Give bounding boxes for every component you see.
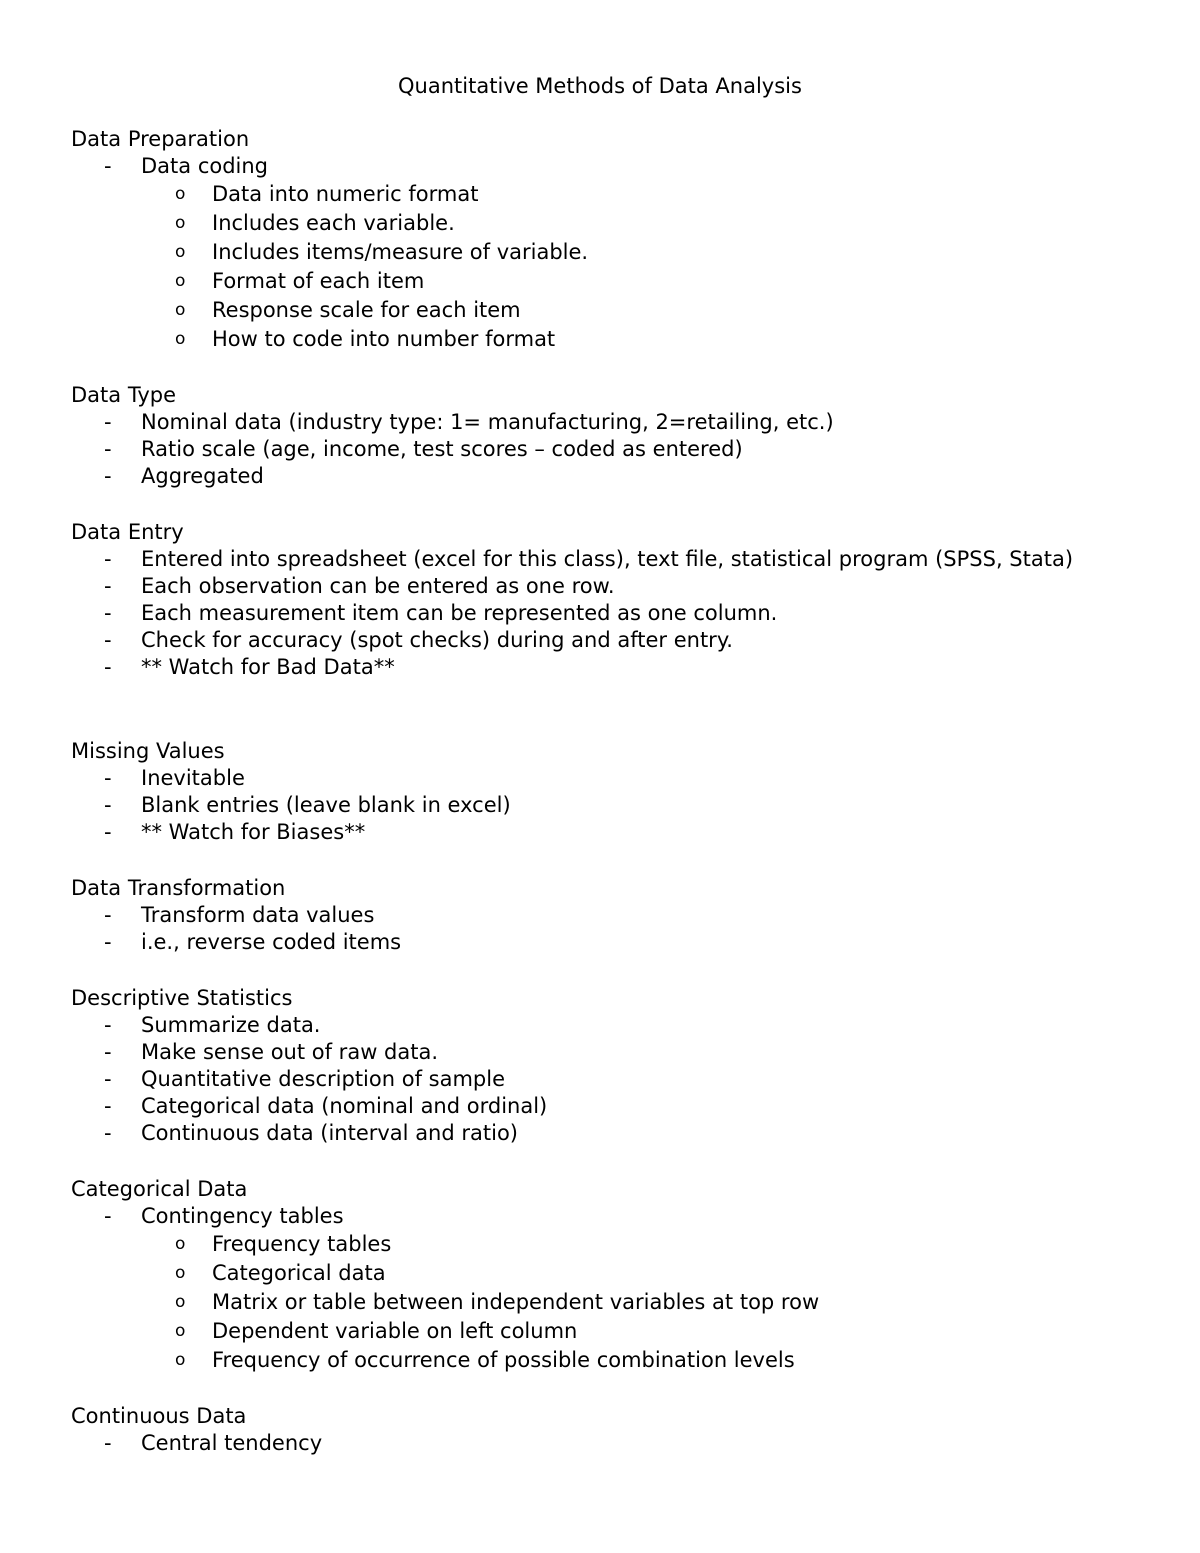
- bullet-list: [71, 765, 1151, 846]
- bullet-list: [71, 546, 1151, 681]
- dash-bullet-icon: -: [104, 1204, 112, 1228]
- section-missing-values: [71, 737, 1151, 846]
- list-item-text: Blank entries (leave blank in excel): [141, 793, 511, 817]
- list-item: [71, 1093, 1151, 1120]
- sub-list-item-text: Frequency tables: [212, 1232, 392, 1256]
- list-item-text: Contingency tables: [141, 1204, 344, 1228]
- list-item: [71, 436, 1151, 463]
- list-item: [71, 627, 1151, 654]
- bullet-list: [71, 153, 1151, 354]
- section-heading: Continuous Data: [71, 1404, 247, 1428]
- section-heading: Data Type: [71, 383, 177, 407]
- list-item: [71, 654, 1151, 681]
- dash-bullet-icon: -: [104, 1067, 112, 1091]
- list-item-text: ** Watch for Biases**: [141, 820, 366, 844]
- circle-bullet-icon: o: [175, 1321, 186, 1341]
- bullet-list: [71, 902, 1151, 956]
- list-item-text: Categorical data (nominal and ordinal): [141, 1094, 548, 1118]
- list-item-text: Aggregated: [141, 464, 264, 488]
- sub-list-item-text: How to code into number format: [212, 327, 556, 351]
- section-continuous-data: [71, 1402, 1151, 1457]
- section-data-entry: [71, 518, 1151, 681]
- list-item: [71, 1039, 1151, 1066]
- section-heading: Data Transformation: [71, 876, 286, 900]
- list-item: [71, 902, 1151, 929]
- circle-bullet-icon: o: [175, 1350, 186, 1370]
- list-item: [71, 929, 1151, 956]
- circle-bullet-icon: o: [175, 1292, 186, 1312]
- circle-bullet-icon: o: [175, 329, 186, 349]
- list-item-text: Nominal data (industry type: 1= manufacturing, 2=retailing, etc.): [141, 410, 834, 434]
- circle-bullet-icon: o: [175, 271, 186, 291]
- sub-list-item-text: Format of each item: [212, 269, 425, 293]
- list-item-text: Inevitable: [141, 766, 245, 790]
- dash-bullet-icon: -: [104, 1431, 112, 1455]
- sub-list-item-text: Frequency of occurrence of possible combination levels: [212, 1348, 795, 1372]
- bullet-list: [71, 1203, 1151, 1375]
- list-item-text: Ratio scale (age, income, test scores – coded as entered): [141, 437, 743, 461]
- list-item-text: Quantitative description of sample: [141, 1067, 505, 1091]
- list-item-text: Check for accuracy (spot checks) during and after entry.: [141, 628, 733, 652]
- dash-bullet-icon: -: [104, 820, 112, 844]
- sub-bullet-list: [141, 1230, 1151, 1375]
- sub-list-item: [141, 1259, 1200, 1288]
- circle-bullet-icon: o: [175, 1263, 186, 1283]
- dash-bullet-icon: -: [104, 574, 112, 598]
- circle-bullet-icon: o: [175, 184, 186, 204]
- sub-bullet-list: [141, 180, 1151, 354]
- dash-bullet-icon: -: [104, 601, 112, 625]
- list-item-text: Summarize data.: [141, 1013, 321, 1037]
- list-item: [71, 409, 1151, 436]
- section-heading: Data Entry: [71, 520, 184, 544]
- list-item: [71, 1430, 1151, 1457]
- list-item: [71, 1120, 1151, 1147]
- circle-bullet-icon: o: [175, 213, 186, 233]
- section-categorical-data: [71, 1175, 1151, 1375]
- bullet-list: [71, 1430, 1151, 1457]
- list-item-text: i.e., reverse coded items: [141, 930, 402, 954]
- list-item-text: Make sense out of raw data.: [141, 1040, 439, 1064]
- sub-list-item: [141, 267, 1200, 296]
- list-item-text: Transform data values: [141, 903, 375, 927]
- list-item-text: Each observation can be entered as one row.: [141, 574, 615, 598]
- list-item-text: Data coding: [141, 154, 269, 178]
- sub-list-item-text: Response scale for each item: [212, 298, 521, 322]
- sub-list-item: [141, 1230, 1200, 1259]
- list-item: [71, 819, 1151, 846]
- dash-bullet-icon: -: [104, 547, 112, 571]
- dash-bullet-icon: -: [104, 154, 112, 178]
- list-item-text: Central tendency: [141, 1431, 323, 1455]
- section-heading: Categorical Data: [71, 1177, 248, 1201]
- list-item: [71, 546, 1151, 573]
- list-item: [71, 1012, 1151, 1039]
- sub-list-item: [141, 238, 1200, 267]
- list-item-text: ** Watch for Bad Data**: [141, 655, 395, 679]
- sub-list-item: [141, 1288, 1200, 1317]
- dash-bullet-icon: -: [104, 628, 112, 652]
- dash-bullet-icon: -: [104, 903, 112, 927]
- list-item-text: Each measurement item can be represented as one column.: [141, 601, 778, 625]
- section-heading: Descriptive Statistics: [71, 986, 293, 1010]
- bullet-list: [71, 409, 1151, 490]
- circle-bullet-icon: o: [175, 1234, 186, 1254]
- sub-list-item: [141, 1346, 1200, 1375]
- list-item: [71, 463, 1151, 490]
- dash-bullet-icon: -: [104, 793, 112, 817]
- sub-list-item: [141, 296, 1200, 325]
- section-data-type: [71, 381, 1151, 490]
- sub-list-item-text: Data into numeric format: [212, 182, 479, 206]
- sub-list-item-text: Includes items/measure of variable.: [212, 240, 589, 264]
- list-item: [71, 573, 1151, 600]
- list-item: [71, 1066, 1151, 1093]
- dash-bullet-icon: -: [104, 655, 112, 679]
- list-item: [71, 792, 1151, 819]
- section-data-transformation: [71, 874, 1151, 956]
- dash-bullet-icon: -: [104, 1121, 112, 1145]
- section-data-preparation: [71, 125, 1151, 354]
- dash-bullet-icon: -: [104, 464, 112, 488]
- list-item: [71, 765, 1151, 792]
- list-item-text: Continuous data (interval and ratio): [141, 1121, 518, 1145]
- sub-list-item-text: Matrix or table between independent variables at top row: [212, 1290, 820, 1314]
- section-descriptive-statistics: [71, 984, 1151, 1147]
- circle-bullet-icon: o: [175, 242, 186, 262]
- sub-list-item: [141, 209, 1200, 238]
- dash-bullet-icon: -: [104, 1013, 112, 1037]
- list-item: [71, 153, 1151, 354]
- list-item: [71, 600, 1151, 627]
- dash-bullet-icon: -: [104, 1094, 112, 1118]
- dash-bullet-icon: -: [104, 1040, 112, 1064]
- circle-bullet-icon: o: [175, 300, 186, 320]
- section-heading: Data Preparation: [71, 127, 250, 151]
- sub-list-item: [141, 1317, 1200, 1346]
- list-item: [71, 1203, 1151, 1375]
- page-title: Quantitative Methods of Data Analysis: [398, 74, 802, 98]
- dash-bullet-icon: -: [104, 410, 112, 434]
- sub-list-item-text: Categorical data: [212, 1261, 386, 1285]
- bullet-list: [71, 1012, 1151, 1147]
- dash-bullet-icon: -: [104, 930, 112, 954]
- list-item-text: Entered into spreadsheet (excel for this class), text file, statistical program (SPSS, Stata): [141, 547, 1074, 571]
- dash-bullet-icon: -: [104, 437, 112, 461]
- sub-list-item: [141, 180, 1200, 209]
- sub-list-item: [141, 325, 1200, 354]
- sub-list-item-text: Dependent variable on left column: [212, 1319, 578, 1343]
- sub-list-item-text: Includes each variable.: [212, 211, 455, 235]
- section-heading: Missing Values: [71, 739, 225, 763]
- dash-bullet-icon: -: [104, 766, 112, 790]
